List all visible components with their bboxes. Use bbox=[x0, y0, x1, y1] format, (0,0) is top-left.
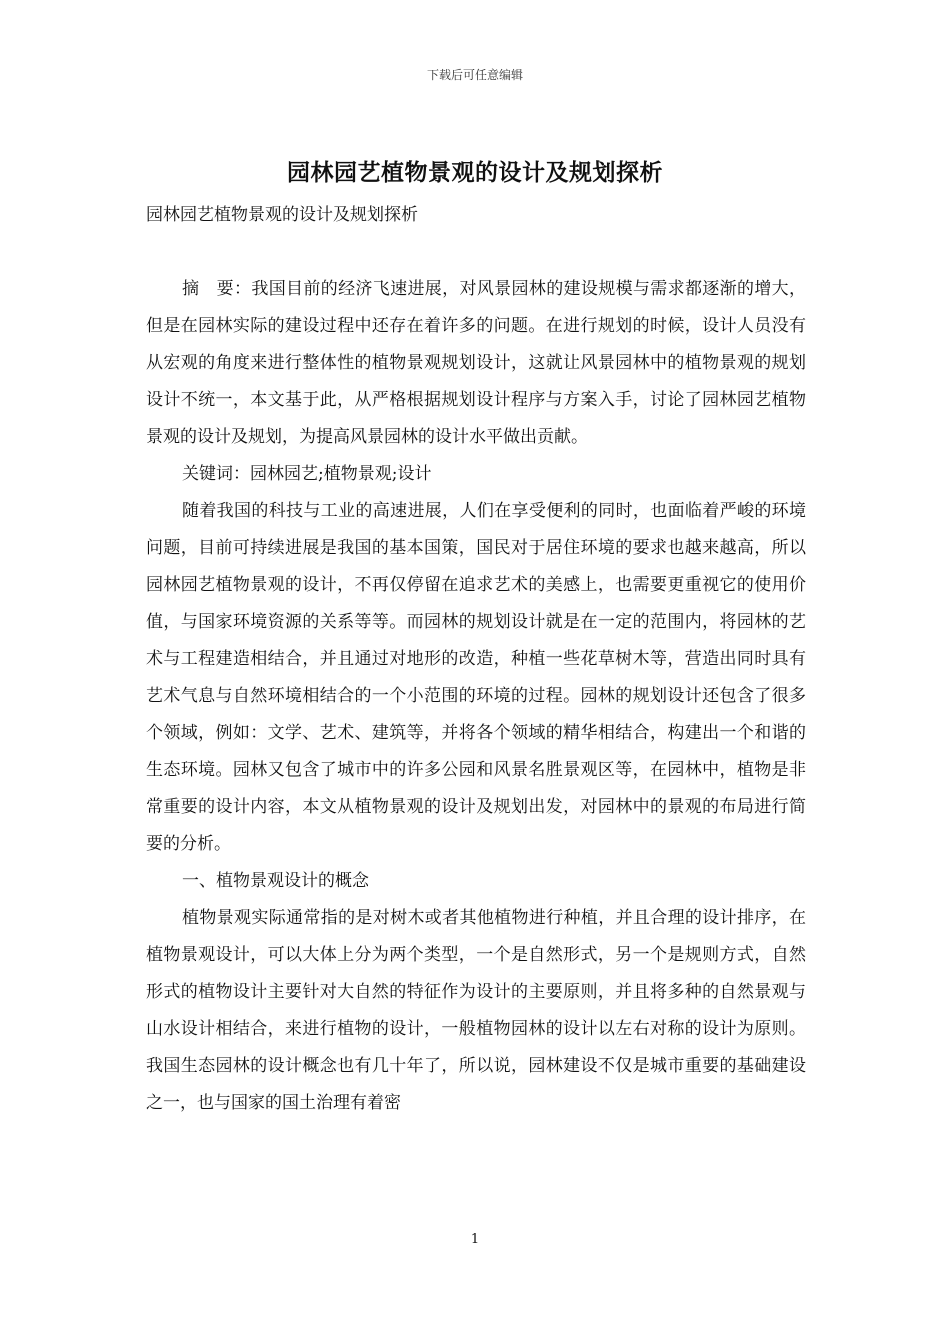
document-body bbox=[146, 271, 806, 1122]
abstract-paragraph: 摘 要：我国目前的经济飞速进展，对风景园林的建设规模与需求都逐渐的增大，但是在园林实际的建设过程中还存在着许多的问题。在进行规划的时候，设计人员没有从宏观的角度来进行整体性的植物景观规划设计，这就让风景园林中的植物景观的规划设计不统一，本文基于此，从严格根据规划设计程序与方案入手，讨论了园林园艺植物景观的设计及规划，为提高风景园林的设计水平做出贡献。 bbox=[146, 279, 806, 447]
page-header-note: 下载后可任意编辑 bbox=[426, 68, 523, 82]
page-number: 1 bbox=[470, 1232, 480, 1247]
intro-paragraph: 随着我国的科技与工业的高速进展，人们在享受便利的同时，也面临着严峻的环境问题，目前可持续进展是我国的基本国策，国民对于居住环境的要求也越来越高，所以园林园艺植物景观的设计，不再仅停留在追求艺术的美感上，也需要更重视它的使用价值，与国家环境资源的关系等等。而园林的规划设计就是在一定的范围内，将园林的艺术与工程建造相结合，并且通过对地形的改造，种植一些花草树木等，营造出同时具有艺术气息与自然环境相结合的一个小范围的环境的过程。园林的规划设计还包含了很多个领域，例如：文学、艺术、建筑等，并将各个领域的精华相结合，构建出一个和谐的生态环境。园林又包含了城市中的许多公园和风景名胜景观区等，在园林中，植物是非常重要的设计内容，本文从植物景观的设计及规划出发，对园林中的景观的布局进行简要的分析。 bbox=[146, 501, 806, 854]
keywords-paragraph: 关键词：园林园艺;植物景观;设计 bbox=[182, 464, 432, 484]
document-subtitle: 园林园艺植物景观的设计及规划探析 bbox=[146, 205, 418, 225]
section-heading: 一、植物景观设计的概念 bbox=[182, 871, 369, 891]
document-title: 园林园艺植物景观的设计及规划探析 bbox=[287, 159, 663, 186]
section-paragraph: 植物景观实际通常指的是对树木或者其他植物进行种植，并且合理的设计排序，在植物景观设计，可以大体上分为两个类型，一个是自然形式，另一个是规则方式，自然形式的植物设计主要针对大自然的特征作为设计的主要原则，并且将多种的自然景观与山水设计相结合，来进行植物的设计，一般植物园林的设计以左右对称的设计为原则。我国生态园林的设计概念也有几十年了，所以说，园林建设不仅是城市重要的基础建设之一，也与国家的国土治理有着密 bbox=[146, 908, 806, 1113]
